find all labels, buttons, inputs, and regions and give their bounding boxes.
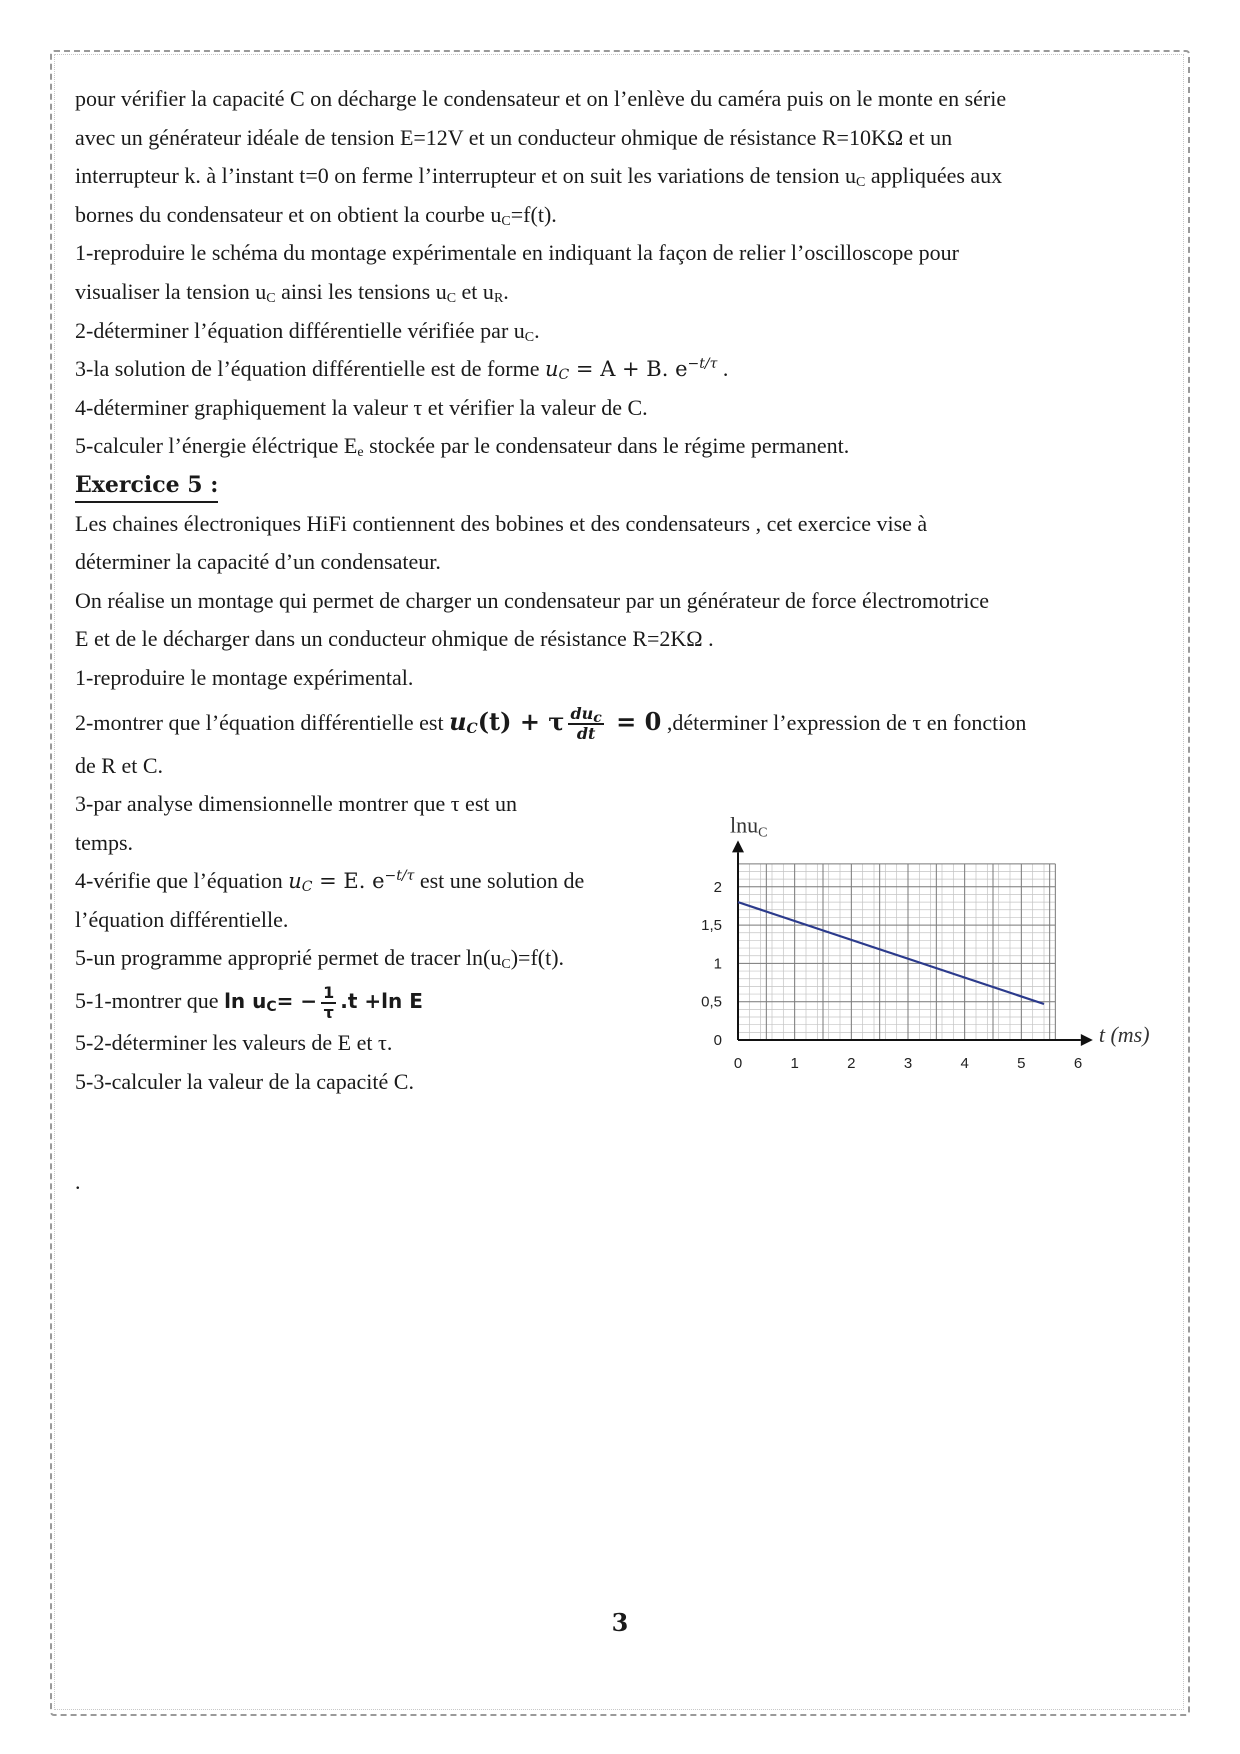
chart-x-label: t (ms) [1098, 1022, 1150, 1047]
ex5-paragraph-2b: E et de le décharger dans un conducteur ohmique de résistance R=2KΩ . [75, 626, 714, 652]
ex5-question-5-3: 5-3-calculer la valeur de la capacité C. [75, 1068, 414, 1094]
page-number: 3 [611, 1608, 629, 1637]
ex5-question-5: 5-un programme approprié permet de tracer $\ln(u_C)=f(t)$. [75, 945, 565, 973]
question-4: 4-déterminer graphiquement la valeur τ et vérifier la valeur de C. [75, 394, 648, 420]
ex5-question-5-2: 5-2-déterminer les valeurs de E et τ. [75, 1030, 393, 1056]
x-axis-arrow [1081, 1034, 1093, 1046]
ln-uc-chart [668, 815, 1168, 1095]
x-tick-label: 5 [1017, 1055, 1026, 1072]
intro-line-3: interrupteur k. à l’instant t=0 on ferme l’interrupteur et on suit les variations de tension $u_C$ appliquées aux [75, 163, 1003, 191]
question-1: 1-reproduire le schéma du montage expérimentale en indiquant la façon de relier l’oscilloscope pour [75, 240, 959, 266]
x-tick-label: 4 [960, 1055, 969, 1072]
y-tick-label: 0,5 [701, 993, 722, 1011]
ex5-question-3: 3-par analyse dimensionnelle montrer que τ est un [75, 791, 517, 817]
ex5-paragraph-1b: déterminer la capacité d’un condensateur. [75, 549, 441, 575]
chart-minor-grid [738, 864, 1055, 1040]
ex5-question-2-cont: de R et C. [75, 752, 163, 778]
ex5-q51-fraction: $\frac{1}{\tau}$ [323, 983, 335, 1023]
question-5: 5-calculer l’énergie éléctrique $E_e$ stockée par le condensateur dans le régime permanent. [75, 433, 850, 461]
y-tick-label: 1 [713, 955, 722, 973]
ex5-question-1: 1-reproduire le montage expérimental. [75, 664, 414, 690]
chart-y-label: lnuC [730, 815, 768, 841]
ex5-paragraph-2a: On réalise un montage qui permet de charger un condensateur par un générateur de force électromotrice [75, 587, 990, 613]
intro-line-2: avec un générateur idéale de tension E=12V et un conducteur ohmique de résistance R=10KΩ et un [75, 124, 953, 150]
x-tick-label: 0 [733, 1055, 743, 1072]
intro-line-1: pour vérifier la capacité C on décharge le condensateur et on l’enlève du caméra puis on le monte en série [75, 86, 1007, 111]
ex5-left-column [75, 785, 675, 1202]
x-tick-label: 3 [903, 1055, 913, 1072]
x-tick-label: 6 [1073, 1055, 1083, 1072]
ex5-paragraph-1a: Les chaines électroniques HiFi contiennent des bobines et des condensateurs , cet exercice vise à [75, 510, 928, 536]
exercise-5-title: Exercice 5 : [75, 469, 218, 503]
trailing-dot: . [75, 1169, 81, 1195]
question-2: 2-déterminer l’équation différentielle vérifiée par $u_C$. [75, 317, 540, 345]
y-tick-label: 2 [713, 878, 722, 896]
ex5-question-4-cont: l’équation différentielle. [75, 906, 289, 932]
ex5-q2-fraction: $\frac{du_c}{dt}$ [570, 704, 602, 744]
y-axis-arrow [732, 840, 744, 852]
x-tick-label: 2 [847, 1055, 856, 1072]
exercise-5-heading-row [75, 466, 1165, 505]
ex5-question-4: 4-vérifie que l’équation $u_C = E$. $e^{-t/\tau}$ est une solution de [75, 868, 585, 896]
ex5-question-5-1: 5-1-montrer que $\ln u_C=$ − $\frac{1}{\tau}$ .t +ln E [75, 983, 423, 1023]
intro-line-4: bornes du condensateur et on obtient la courbe $u_C=f(t)$. [75, 201, 557, 229]
y-tick-label: 0 [713, 1032, 722, 1049]
x-tick-label: 1 [790, 1055, 799, 1072]
ex5-question-2: 2-montrer que l’équation différentielle est $u_C(t) + \tau$ $\frac{du_c}{dt}$ = 0 ,déterminer l’expression de τ en fonction [75, 704, 1027, 744]
question-1-cont: visualiser la tension $u_C$ ainsi les tensions $u_C$ et $u_R$. [75, 278, 509, 306]
question-3: 3-la solution de l’équation différentielle est de forme $u_C = A + B$. $e^{-t/\tau}$ . [75, 356, 729, 384]
y-tick-label: 1,5 [701, 917, 722, 935]
ex5-question-3-cont: temps. [75, 829, 134, 855]
